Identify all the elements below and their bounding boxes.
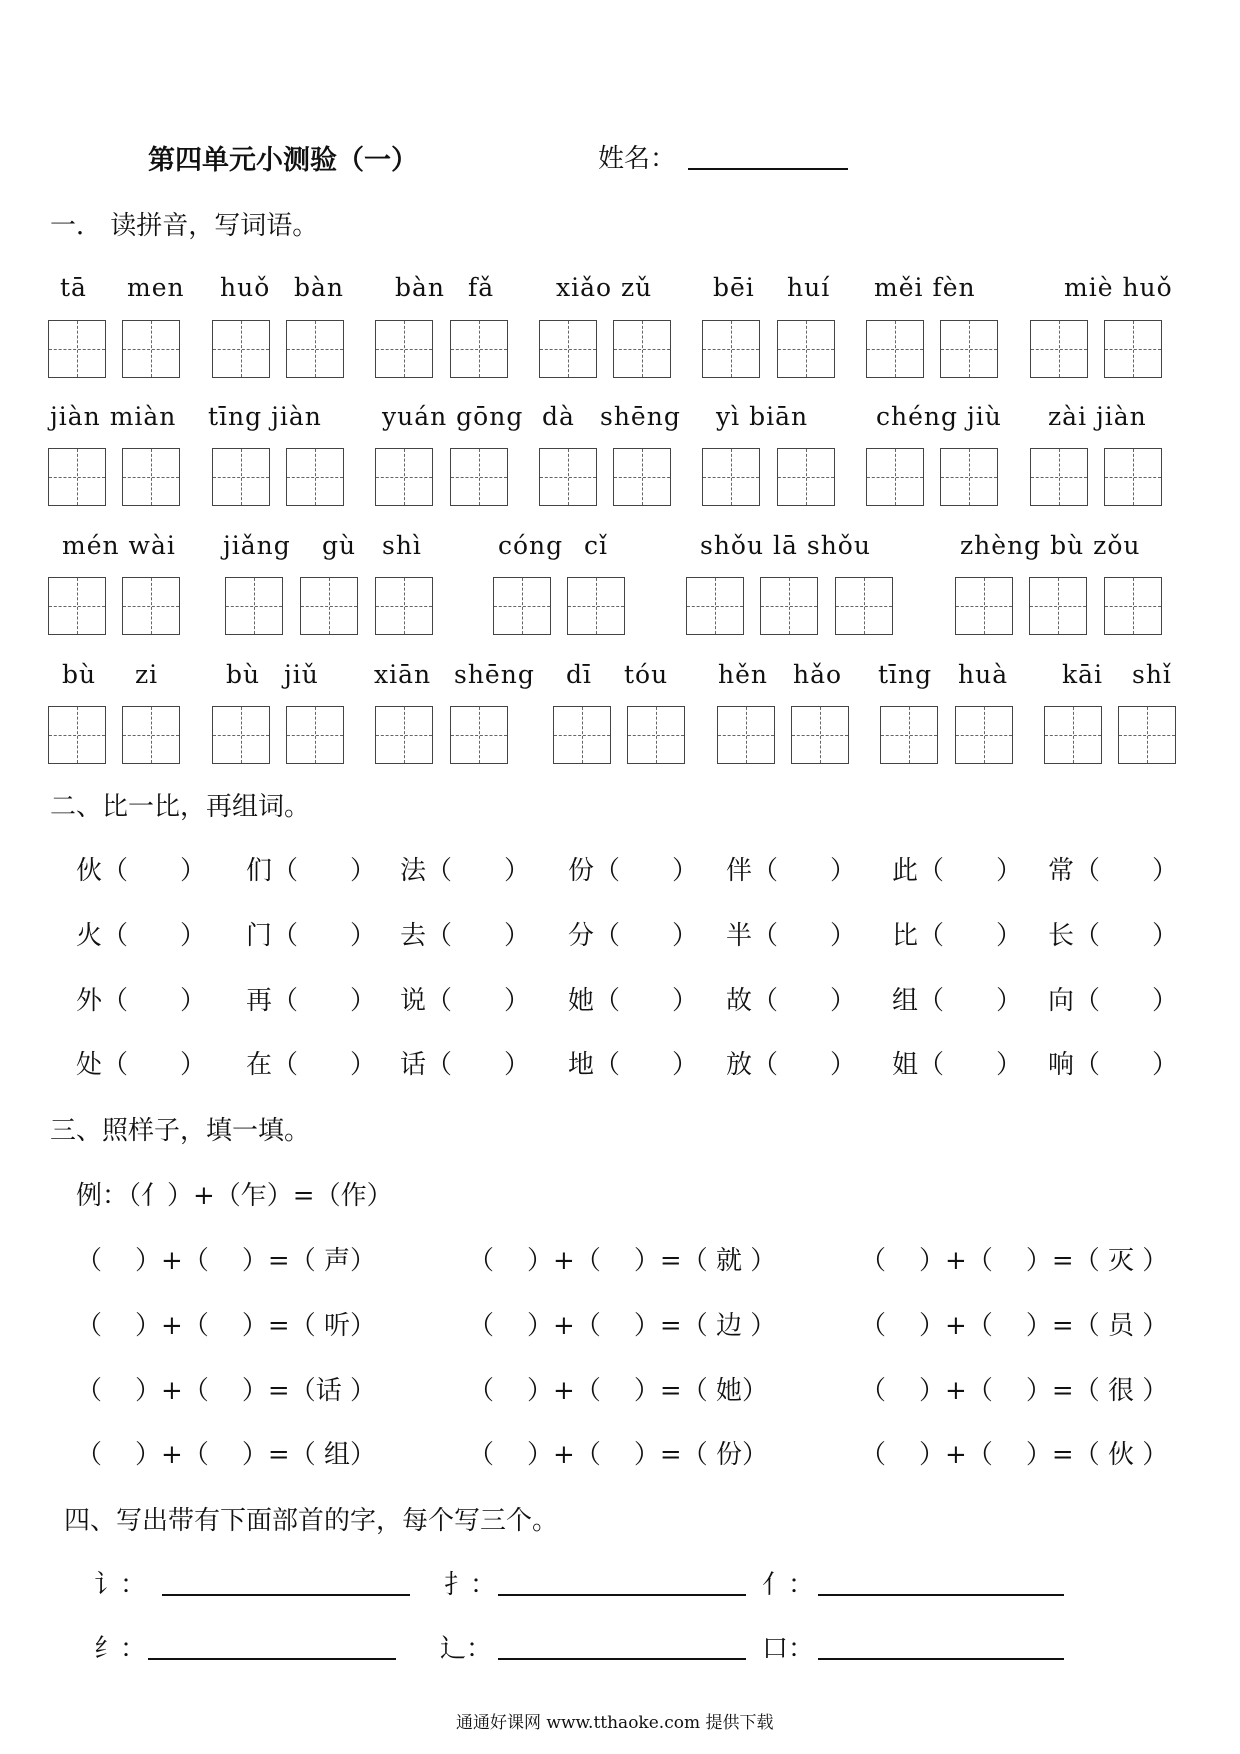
tianzige-box[interactable] <box>122 577 180 635</box>
character: 话 <box>400 1050 427 1080</box>
close-paren: ） <box>180 1050 207 1080</box>
close-paren: ） <box>830 1050 857 1080</box>
open-paren: （ <box>272 856 299 886</box>
pinyin-label: jiǎng <box>223 531 291 560</box>
radical-equation[interactable]: （ ）+（ ）=（ 她） <box>468 1376 768 1406</box>
example-equation: 例：（亻）+（乍）=（作） <box>76 1181 393 1211</box>
pinyin-label: huà <box>958 660 1009 689</box>
tianzige-box[interactable] <box>955 706 1013 764</box>
character: 火 <box>76 921 103 951</box>
tianzige-box[interactable] <box>48 706 106 764</box>
word-group-item <box>400 980 530 1017</box>
close-paren: ） <box>180 986 207 1016</box>
character: 常 <box>1048 856 1075 886</box>
tianzige-box[interactable] <box>866 448 924 506</box>
radical-equation[interactable]: （ ）+（ ）=（ 员 ） <box>860 1311 1169 1341</box>
pinyin-label: tīng <box>878 660 933 689</box>
tianzige-box[interactable] <box>212 448 270 506</box>
character: 此 <box>892 856 919 886</box>
word-group-item <box>400 850 530 887</box>
tianzige-box[interactable] <box>225 577 283 635</box>
open-paren: （ <box>102 856 129 886</box>
pinyin-label: hěn <box>718 660 768 689</box>
tianzige-box[interactable] <box>286 320 344 378</box>
pinyin-label: jiàn miàn <box>50 402 177 431</box>
character: 外 <box>76 986 103 1016</box>
pinyin-label: bēi <box>713 273 755 302</box>
character: 伴 <box>726 856 753 886</box>
radical-equation[interactable]: （ ）+（ ）=（ 听） <box>76 1311 376 1341</box>
tianzige-box[interactable] <box>48 448 106 506</box>
tianzige-box[interactable] <box>122 448 180 506</box>
close-paren: ） <box>350 986 377 1016</box>
tianzige-box[interactable] <box>539 320 597 378</box>
close-paren: ） <box>180 856 207 886</box>
open-paren: （ <box>752 986 779 1016</box>
pinyin-label: shēng <box>454 660 535 689</box>
tianzige-box[interactable] <box>553 706 611 764</box>
word-group-item <box>726 850 856 887</box>
radical-equation[interactable]: （ ）+（ ）=（ 伙 ） <box>860 1440 1169 1470</box>
radical-label: 辶： <box>440 1634 493 1664</box>
word-group-item <box>568 980 698 1017</box>
close-paren: ） <box>504 921 531 951</box>
tianzige-box[interactable] <box>1029 577 1087 635</box>
tianzige-box[interactable] <box>212 706 270 764</box>
character: 分 <box>568 921 595 951</box>
open-paren: （ <box>918 986 945 1016</box>
answer-line[interactable] <box>818 1594 1064 1596</box>
answer-line[interactable] <box>148 1658 396 1660</box>
open-paren: （ <box>1074 856 1101 886</box>
tianzige-box[interactable] <box>1030 320 1088 378</box>
close-paren: ） <box>672 1050 699 1080</box>
word-group-item <box>246 850 376 887</box>
tianzige-box[interactable] <box>539 448 597 506</box>
character: 向 <box>1048 986 1075 1016</box>
pinyin-label: dī <box>566 660 592 689</box>
pinyin-label: kāi <box>1062 660 1104 689</box>
tianzige-box[interactable] <box>702 448 760 506</box>
tianzige-box[interactable] <box>1104 320 1162 378</box>
radical-equation[interactable]: （ ）+（ ）=（ 份） <box>468 1440 768 1470</box>
tianzige-box[interactable] <box>613 448 671 506</box>
tianzige-box[interactable] <box>212 320 270 378</box>
page-title: 第四单元小测验（一） <box>148 145 418 176</box>
word-group-item <box>246 1044 376 1081</box>
tianzige-box[interactable] <box>48 577 106 635</box>
tianzige-box[interactable] <box>940 448 998 506</box>
pinyin-label: huí <box>787 273 831 302</box>
pinyin-label: jiǔ <box>284 660 319 689</box>
tianzige-box[interactable] <box>450 320 508 378</box>
open-paren: （ <box>272 921 299 951</box>
character: 放 <box>726 1050 753 1080</box>
open-paren: （ <box>594 986 621 1016</box>
character: 半 <box>726 921 753 951</box>
open-paren: （ <box>272 1050 299 1080</box>
open-paren: （ <box>1074 986 1101 1016</box>
pinyin-label: bàn <box>395 273 446 302</box>
tianzige-box[interactable] <box>375 577 433 635</box>
pinyin-label: měi fèn <box>874 273 976 302</box>
tianzige-box[interactable] <box>286 448 344 506</box>
pinyin-label: yì biān <box>716 402 809 431</box>
tianzige-box[interactable] <box>375 706 433 764</box>
open-paren: （ <box>594 856 621 886</box>
word-group-item <box>892 980 1022 1017</box>
section3-heading: 三、照样子，填一填。 <box>50 1116 311 1146</box>
word-group-item <box>892 1044 1022 1081</box>
tianzige-box[interactable] <box>717 706 775 764</box>
word-group-item <box>726 1044 856 1081</box>
word-group-item <box>892 850 1022 887</box>
close-paren: ） <box>672 856 699 886</box>
pinyin-label: zài jiàn <box>1048 402 1147 431</box>
tianzige-box[interactable] <box>613 320 671 378</box>
open-paren: （ <box>102 921 129 951</box>
pinyin-label: fǎ <box>468 273 495 302</box>
tianzige-box[interactable] <box>777 320 835 378</box>
word-group-item <box>400 1044 530 1081</box>
answer-line[interactable] <box>818 1658 1064 1660</box>
tianzige-box[interactable] <box>627 706 685 764</box>
word-group-item <box>1048 850 1178 887</box>
close-paren: ） <box>1152 1050 1179 1080</box>
character: 们 <box>246 856 273 886</box>
tianzige-box[interactable] <box>866 320 924 378</box>
close-paren: ） <box>350 1050 377 1080</box>
tianzige-box[interactable] <box>1104 448 1162 506</box>
character: 去 <box>400 921 427 951</box>
tianzige-box[interactable] <box>1104 577 1162 635</box>
character: 处 <box>76 1050 103 1080</box>
tianzige-box[interactable] <box>686 577 744 635</box>
tianzige-box[interactable] <box>1118 706 1176 764</box>
close-paren: ） <box>504 1050 531 1080</box>
word-group-item <box>892 915 1022 952</box>
tianzige-box[interactable] <box>1030 448 1088 506</box>
close-paren: ） <box>830 921 857 951</box>
open-paren: （ <box>426 986 453 1016</box>
word-group-item <box>76 850 206 887</box>
radical-equation[interactable]: （ ）+（ ）=（话 ） <box>76 1376 376 1406</box>
name-label: 姓名： <box>598 144 677 174</box>
word-group-item <box>726 980 856 1017</box>
pinyin-label: shǒu lā shǒu <box>700 531 871 560</box>
character: 说 <box>400 986 427 1016</box>
pinyin-label: gù <box>322 531 357 560</box>
open-paren: （ <box>1074 1050 1101 1080</box>
open-paren: （ <box>752 921 779 951</box>
pinyin-label: bù <box>62 660 97 689</box>
word-group-item <box>76 915 206 952</box>
tianzige-box[interactable] <box>450 706 508 764</box>
footer-credit: 通通好课网 www.tthaoke.com 提供下载 <box>456 1713 774 1733</box>
word-group-item <box>1048 1044 1178 1081</box>
word-group-item <box>568 1044 698 1081</box>
close-paren: ） <box>180 921 207 951</box>
close-paren: ） <box>350 856 377 886</box>
pinyin-label: cóng <box>498 531 564 560</box>
radical-label: 纟： <box>94 1634 147 1664</box>
open-paren: （ <box>102 986 129 1016</box>
open-paren: （ <box>272 986 299 1016</box>
pinyin-label: dà <box>542 402 575 431</box>
radical-equation[interactable]: （ ）+（ ）=（ 灭 ） <box>860 1246 1169 1276</box>
open-paren: （ <box>918 1050 945 1080</box>
pinyin-label: tóu <box>624 660 669 689</box>
radical-equation[interactable]: （ ）+（ ）=（ 就 ） <box>468 1246 777 1276</box>
section4-heading: 四、写出带有下面部首的字，每个写三个。 <box>64 1506 559 1536</box>
character: 在 <box>246 1050 273 1080</box>
open-paren: （ <box>752 1050 779 1080</box>
radical-label: 口： <box>762 1634 815 1664</box>
close-paren: ） <box>996 1050 1023 1080</box>
pinyin-label: mén wài <box>62 531 176 560</box>
tianzige-box[interactable] <box>122 706 180 764</box>
word-group-item <box>568 850 698 887</box>
character: 长 <box>1048 921 1075 951</box>
pinyin-label: men <box>127 273 185 302</box>
open-paren: （ <box>918 921 945 951</box>
radical-equation[interactable]: （ ）+（ ）=（ 声） <box>76 1246 376 1276</box>
radical-label: 扌： <box>444 1570 497 1600</box>
pinyin-label: zhèng bù zǒu <box>960 531 1141 560</box>
close-paren: ） <box>504 856 531 886</box>
tianzige-box[interactable] <box>493 577 551 635</box>
pinyin-label: huǒ <box>220 273 271 302</box>
open-paren: （ <box>594 921 621 951</box>
pinyin-label: tā <box>60 273 87 302</box>
character: 姐 <box>892 1050 919 1080</box>
pinyin-label: chéng jiù <box>876 402 1002 431</box>
word-group-item <box>568 915 698 952</box>
tianzige-box[interactable] <box>702 320 760 378</box>
open-paren: （ <box>426 1050 453 1080</box>
tianzige-box[interactable] <box>375 320 433 378</box>
open-paren: （ <box>918 856 945 886</box>
open-paren: （ <box>426 921 453 951</box>
character: 她 <box>568 986 595 1016</box>
tianzige-box[interactable] <box>880 706 938 764</box>
radical-label: 讠： <box>94 1570 147 1600</box>
radical-label: 亻： <box>762 1570 815 1600</box>
pinyin-label: xiǎo zǔ <box>556 273 653 302</box>
tianzige-box[interactable] <box>567 577 625 635</box>
character: 故 <box>726 986 753 1016</box>
tianzige-box[interactable] <box>1044 706 1102 764</box>
open-paren: （ <box>102 1050 129 1080</box>
word-group-item <box>76 1044 206 1081</box>
pinyin-label: yuán gōng <box>382 402 524 431</box>
tianzige-box[interactable] <box>777 448 835 506</box>
close-paren: ） <box>1152 986 1179 1016</box>
character: 伙 <box>76 856 103 886</box>
pinyin-label: bàn <box>294 273 345 302</box>
tianzige-box[interactable] <box>300 577 358 635</box>
pinyin-label: shēng <box>600 402 681 431</box>
close-paren: ） <box>830 986 857 1016</box>
word-group-item <box>76 980 206 1017</box>
character: 比 <box>892 921 919 951</box>
radical-equation[interactable]: （ ）+（ ）=（ 边 ） <box>468 1311 777 1341</box>
character: 再 <box>246 986 273 1016</box>
word-group-item <box>726 915 856 952</box>
close-paren: ） <box>996 921 1023 951</box>
section1-heading: 一． 读拼音，写词语。 <box>50 211 319 241</box>
answer-line[interactable] <box>498 1594 746 1596</box>
close-paren: ） <box>1152 856 1179 886</box>
tianzige-box[interactable] <box>791 706 849 764</box>
tianzige-box[interactable] <box>122 320 180 378</box>
close-paren: ） <box>504 986 531 1016</box>
character: 份 <box>568 856 595 886</box>
close-paren: ） <box>1152 921 1179 951</box>
close-paren: ） <box>672 986 699 1016</box>
close-paren: ） <box>830 856 857 886</box>
answer-line[interactable] <box>498 1658 746 1660</box>
tianzige-box[interactable] <box>286 706 344 764</box>
word-group-item <box>1048 980 1178 1017</box>
pinyin-label: bù <box>226 660 261 689</box>
pinyin-label: tīng jiàn <box>208 402 322 431</box>
tianzige-box[interactable] <box>835 577 893 635</box>
character: 组 <box>892 986 919 1016</box>
open-paren: （ <box>752 856 779 886</box>
character: 法 <box>400 856 427 886</box>
open-paren: （ <box>426 856 453 886</box>
open-paren: （ <box>594 1050 621 1080</box>
character: 地 <box>568 1050 595 1080</box>
word-group-item <box>246 980 376 1017</box>
tianzige-box[interactable] <box>375 448 433 506</box>
tianzige-box[interactable] <box>940 320 998 378</box>
character: 响 <box>1048 1050 1075 1080</box>
tianzige-box[interactable] <box>450 448 508 506</box>
word-group-item <box>246 915 376 952</box>
tianzige-box[interactable] <box>760 577 818 635</box>
radical-equation[interactable]: （ ）+（ ）=（ 很 ） <box>860 1376 1169 1406</box>
word-group-item <box>400 915 530 952</box>
word-group-item <box>1048 915 1178 952</box>
pinyin-label: shì <box>382 531 422 560</box>
answer-line[interactable] <box>162 1594 410 1596</box>
tianzige-box[interactable] <box>955 577 1013 635</box>
open-paren: （ <box>1074 921 1101 951</box>
pinyin-label: hǎo <box>793 660 843 689</box>
character: 门 <box>246 921 273 951</box>
pinyin-label: shǐ <box>1132 660 1172 689</box>
pinyin-label: cǐ <box>584 531 608 560</box>
close-paren: ） <box>996 986 1023 1016</box>
close-paren: ） <box>350 921 377 951</box>
pinyin-label: xiān <box>374 660 432 689</box>
tianzige-box[interactable] <box>48 320 106 378</box>
radical-equation[interactable]: （ ）+（ ）=（ 组） <box>76 1440 376 1470</box>
close-paren: ） <box>996 856 1023 886</box>
name-field[interactable] <box>688 168 848 170</box>
pinyin-label: miè huǒ <box>1064 273 1173 302</box>
close-paren: ） <box>672 921 699 951</box>
section2-heading: 二、比一比，再组词。 <box>50 792 311 822</box>
pinyin-label: zi <box>135 660 159 689</box>
